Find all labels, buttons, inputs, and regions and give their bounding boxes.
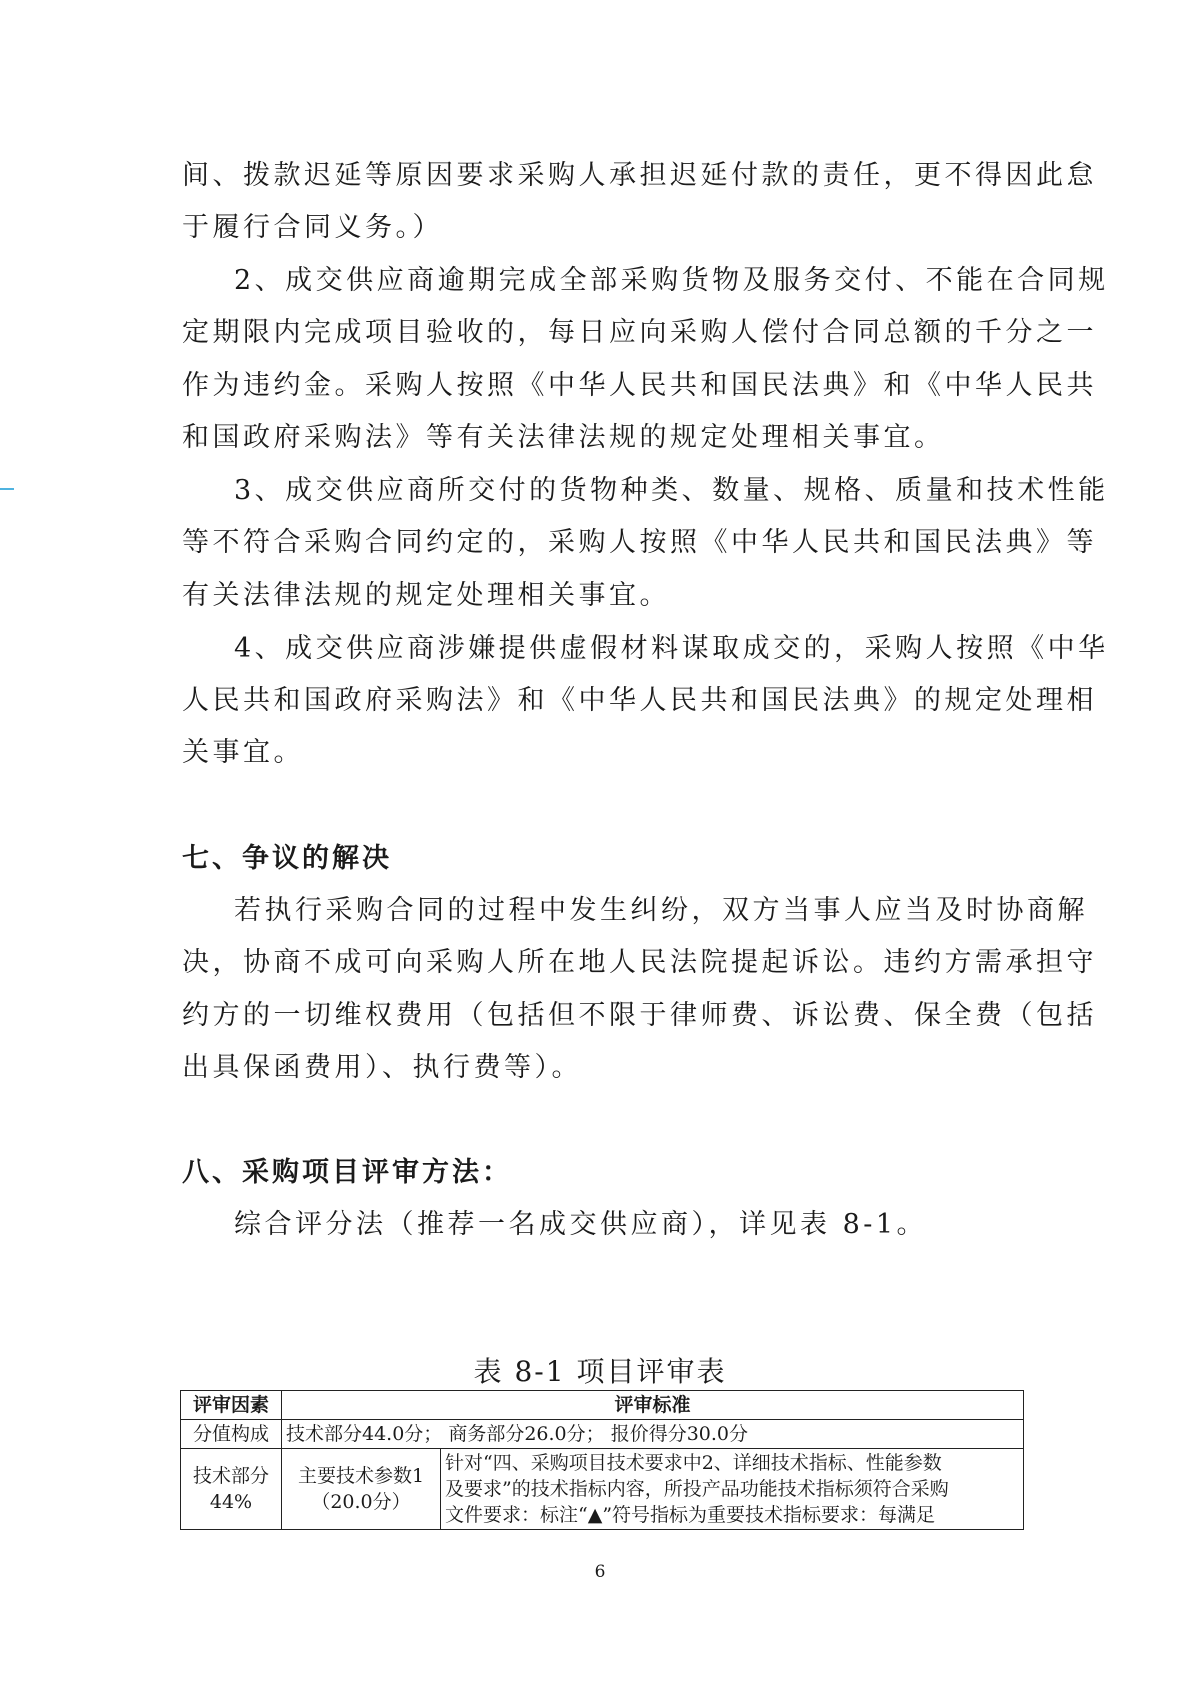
clause-3-line: 等不符合采购合同约定的，采购人按照《中华人民共和国民法典》等 [182, 527, 1097, 558]
tech-part-label [181, 1449, 282, 1530]
tech-param-title: 主要技术参数1 [297, 1465, 425, 1487]
section-7-line: 若执行采购合同的过程中发生纠纷，双方当事人应当及时协商解 [234, 895, 1088, 926]
tech-part-title: 技术部分 [192, 1465, 269, 1487]
tech-param-label [282, 1449, 441, 1530]
description-line: 及要求”的技术指标内容，所投产品功能技术指标须符合采购 [445, 1478, 949, 1500]
clause-2-line: 和国政府采购法》等有关法律法规的规定处理相关事宜。 [182, 422, 945, 453]
tech-param-score: （20.0分） [311, 1491, 411, 1513]
paragraph-line: 于履行合同义务。） [182, 212, 443, 243]
header-standard: 评审标准 [282, 1391, 1024, 1420]
paragraph-line: 间、拨款迟延等原因要求采购人承担迟延付款的责任，更不得因此怠 [182, 160, 1097, 191]
section-7-line: 出具保函费用）、执行费等）。 [182, 1052, 582, 1083]
clause-2-line: 定期限内完成项目验收的，每日应向采购人偿付合同总额的千分之一 [182, 317, 1097, 348]
section-7-heading: 七、争议的解决 [182, 843, 392, 874]
review-table [180, 1390, 1024, 1530]
composition-label: 分值构成 [181, 1420, 282, 1449]
clause-3-line: 3、成交供应商所交付的货物种类、数量、规格、质量和技术性能 [234, 475, 1109, 506]
clause-3-line: 有关法律法规的规定处理相关事宜。 [182, 580, 670, 611]
table-caption: 表 8-1 项目评审表 [473, 1355, 727, 1388]
scan-edge-mark [0, 488, 14, 490]
table-row [181, 1420, 1024, 1449]
clause-4-line: 人民共和国政府采购法》和《中华人民共和国民法典》的规定处理相 [182, 685, 1097, 716]
clause-2-line: 作为违约金。采购人按照《中华人民共和国民法典》和《中华人民共 [182, 370, 1097, 401]
composition-value: 技术部分44.0分； 商务部分26.0分； 报价得分30.0分 [282, 1420, 1024, 1449]
section-8-intro: 综合评分法（推荐一名成交供应商），详见表 8-1。 [234, 1209, 928, 1240]
page-number: 6 [594, 1562, 606, 1582]
section-7-line: 决，协商不成可向采购人所在地人民法院提起诉讼。违约方需承担守 [182, 947, 1097, 978]
section-7-line: 约方的一切维权费用（包括但不限于律师费、诉讼费、保全费（包括 [182, 1000, 1097, 1031]
table-header-row [181, 1391, 1024, 1420]
tech-param-description [441, 1449, 1024, 1530]
description-line: 针对“四、采购项目技术要求中2、详细技术指标、性能参数 [445, 1452, 942, 1474]
header-factor: 评审因素 [181, 1391, 282, 1420]
section-8-heading: 八、采购项目评审方法： [182, 1157, 512, 1188]
description-line: 文件要求：标注“▲”符号指标为重要技术指标要求：每满足 [445, 1504, 936, 1526]
clause-2-line: 2、成交供应商逾期完成全部采购货物及服务交付、不能在合同规 [234, 265, 1109, 296]
table-row [181, 1449, 1024, 1530]
clause-4-line: 关事宜。 [182, 737, 304, 768]
tech-part-percent: 44% [209, 1491, 253, 1513]
clause-4-line: 4、成交供应商涉嫌提供虚假材料谋取成交的，采购人按照《中华 [234, 633, 1109, 664]
